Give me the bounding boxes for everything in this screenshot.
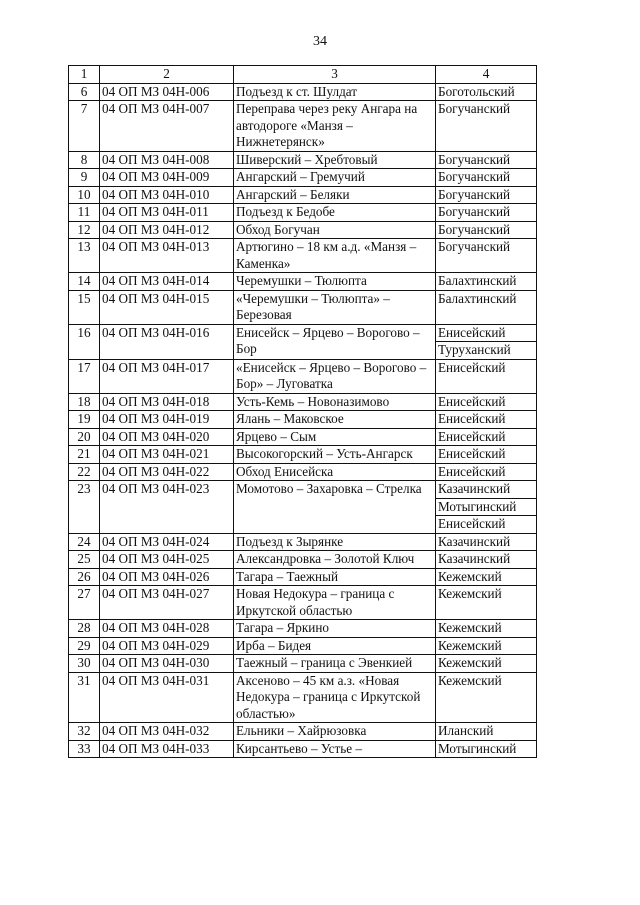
district-cell: [436, 290, 537, 324]
district-cell: [436, 186, 537, 204]
road-code: 04 ОП МЗ 04Н-017: [100, 359, 234, 393]
district-cell: [436, 481, 537, 534]
district-cell: [436, 221, 537, 239]
road-name: «Енисейск – Ярцево – Ворогово – Бор» – Луговатка: [234, 359, 436, 393]
road-code: 04 ОП МЗ 04Н-006: [100, 83, 234, 101]
table-header-row: [69, 66, 537, 84]
road-code: 04 ОП МЗ 04Н-026: [100, 568, 234, 586]
table-row: [69, 463, 537, 481]
road-code: 04 ОП МЗ 04Н-031: [100, 672, 234, 723]
roads-table-body: [69, 66, 537, 758]
district-name: Енисейский: [438, 463, 506, 479]
column-header-district: 4: [436, 66, 537, 84]
row-number: 31: [69, 672, 100, 723]
row-number: 22: [69, 463, 100, 481]
district-name: Богучанский: [438, 151, 511, 167]
district-cell: [436, 533, 537, 551]
district-cell: [436, 637, 537, 655]
road-code: 04 ОП МЗ 04Н-022: [100, 463, 234, 481]
table-row: [69, 221, 537, 239]
district-name: Туруханский: [436, 341, 536, 359]
row-number: 24: [69, 533, 100, 551]
table-row: [69, 411, 537, 429]
road-code: 04 ОП МЗ 04Н-033: [100, 740, 234, 758]
row-number: 20: [69, 428, 100, 446]
row-number: 26: [69, 568, 100, 586]
district-name: Богучанский: [438, 204, 511, 219]
table-row: [69, 672, 537, 723]
district-name: Енисейский: [438, 428, 506, 444]
road-name: Момотово – Захаровка – Стрелка: [234, 481, 436, 534]
district-name: Енисейский: [438, 359, 506, 375]
district-name: Богучанский: [438, 169, 511, 184]
road-name: Шиверский – Хребтовый: [234, 151, 436, 169]
table-row: [69, 620, 537, 638]
table-row: [69, 446, 537, 464]
district-cell: [436, 239, 537, 273]
row-number: 18: [69, 393, 100, 411]
road-name: Переправа через реку Ангара на автодороге «Манзя – Нижнетерянск»: [234, 101, 436, 152]
district-name: Енисейский: [438, 446, 506, 461]
district-cell: [436, 359, 537, 393]
road-name: Артюгино – 18 км а.д. «Манзя – Каменка»: [234, 239, 436, 273]
road-code: 04 ОП МЗ 04Н-029: [100, 637, 234, 655]
road-code: 04 ОП МЗ 04Н-010: [100, 186, 234, 204]
row-number: 25: [69, 551, 100, 569]
row-number: 7: [69, 101, 100, 152]
road-code: 04 ОП МЗ 04Н-016: [100, 324, 234, 359]
road-name: Ялань – Маковское: [234, 411, 436, 429]
district-cell: [436, 428, 537, 446]
road-name: Обход Богучан: [234, 221, 436, 239]
column-header-name: 3: [234, 66, 436, 84]
table-row: [69, 324, 537, 359]
table-row: [69, 481, 537, 534]
district-name: Балахтинский: [438, 273, 517, 288]
road-name: Таежный – граница с Эвенкией: [234, 655, 436, 673]
road-code: 04 ОП МЗ 04Н-013: [100, 239, 234, 273]
row-number: 16: [69, 324, 100, 359]
district-name: Богучанский: [438, 221, 511, 237]
page-number: 34: [313, 34, 327, 49]
road-name: Ельники – Хайрюзовка: [234, 723, 436, 741]
road-name: Аксеново – 45 км а.з. «Новая Недокура – граница с Иркутской областью»: [234, 672, 436, 723]
row-number: 14: [69, 273, 100, 291]
road-name: Подъезд к ст. Шулдат: [234, 83, 436, 101]
district-cell: [436, 740, 537, 758]
table-row: [69, 568, 537, 586]
road-code: 04 ОП МЗ 04Н-015: [100, 290, 234, 324]
district-name: Мотыгинский: [436, 498, 536, 516]
district-name: Кежемский: [438, 672, 502, 688]
table-row: [69, 273, 537, 291]
district-name: Богучанский: [438, 101, 511, 116]
row-number: 27: [69, 586, 100, 620]
table-row: [69, 101, 537, 152]
road-code: 04 ОП МЗ 04Н-019: [100, 411, 234, 429]
table-row: [69, 290, 537, 324]
road-code: 04 ОП МЗ 04Н-027: [100, 586, 234, 620]
district-name: Енисейский: [436, 515, 536, 533]
road-name: Усть-Кемь – Новоназимово: [234, 393, 436, 411]
district-cell: [436, 620, 537, 638]
table-row: [69, 637, 537, 655]
road-name: Черемушки – Тюлюпта: [234, 273, 436, 291]
row-number: 10: [69, 186, 100, 204]
district-cell: [436, 568, 537, 586]
district-cell: [436, 411, 537, 429]
district-cell: [436, 83, 537, 101]
district-name: Кежемский: [438, 620, 502, 635]
table-row: [69, 83, 537, 101]
road-name: Ярцево – Сым: [234, 428, 436, 446]
road-name: Подъезд к Зырянке: [234, 533, 436, 551]
row-number: 19: [69, 411, 100, 429]
table-row: [69, 204, 537, 222]
road-code: 04 ОП МЗ 04Н-030: [100, 655, 234, 673]
district-cell: [436, 655, 537, 673]
road-code: 04 ОП МЗ 04Н-009: [100, 169, 234, 187]
district-name: Кежемский: [438, 637, 502, 653]
road-name: Кирсантьево – Устье –: [234, 740, 436, 758]
table-row: [69, 740, 537, 758]
road-code: 04 ОП МЗ 04Н-021: [100, 446, 234, 464]
road-code: 04 ОП МЗ 04Н-028: [100, 620, 234, 638]
table-row: [69, 533, 537, 551]
table-row: [69, 428, 537, 446]
district-cell: [436, 169, 537, 187]
row-number: 13: [69, 239, 100, 273]
road-name: Обход Енисейска: [234, 463, 436, 481]
road-code: 04 ОП МЗ 04Н-023: [100, 481, 234, 534]
table-row: [69, 169, 537, 187]
table-row: [69, 186, 537, 204]
road-name: «Черемушки – Тюлюпта» – Березовая: [234, 290, 436, 324]
district-cell: [436, 324, 537, 359]
table-row: [69, 359, 537, 393]
district-cell: [436, 273, 537, 291]
road-code: 04 ОП МЗ 04Н-032: [100, 723, 234, 741]
road-name: Ангарский – Гремучий: [234, 169, 436, 187]
road-name: Ирба – Бидея: [234, 637, 436, 655]
table-row: [69, 393, 537, 411]
road-name: Новая Недокура – граница с Иркутской областью: [234, 586, 436, 620]
row-number: 8: [69, 151, 100, 169]
district-name: Мотыгинский: [438, 740, 517, 756]
road-code: 04 ОП МЗ 04Н-014: [100, 273, 234, 291]
district-name: Балахтинский: [438, 290, 517, 306]
road-name: Александровка – Золотой Ключ: [234, 551, 436, 569]
district-name: Енисейский: [438, 393, 506, 409]
table-row: [69, 151, 537, 169]
district-cell: [436, 586, 537, 620]
roads-table: [68, 65, 537, 758]
table-row: [69, 655, 537, 673]
table-row: [69, 239, 537, 273]
road-name: Подъезд к Бедобе: [234, 204, 436, 222]
table-row: [69, 551, 537, 569]
table-row: [69, 723, 537, 741]
row-number: 32: [69, 723, 100, 741]
district-cell: [436, 393, 537, 411]
district-name: Казачинский: [438, 533, 511, 549]
district-cell: [436, 204, 537, 222]
district-cell: [436, 672, 537, 723]
road-name: Высокогорский – Усть-Ангарск: [234, 446, 436, 464]
district-cell: [436, 463, 537, 481]
district-name: Енисейский: [438, 324, 506, 340]
district-name: Боготольский: [438, 83, 515, 99]
district-name: Енисейский: [438, 411, 506, 426]
row-number: 29: [69, 637, 100, 655]
district-cell: [436, 723, 537, 741]
row-number: 6: [69, 83, 100, 101]
district-name: Богучанский: [438, 239, 511, 254]
table-row: [69, 586, 537, 620]
district-cell: [436, 151, 537, 169]
row-number: 28: [69, 620, 100, 638]
road-code: 04 ОП МЗ 04Н-007: [100, 101, 234, 152]
row-number: 30: [69, 655, 100, 673]
row-number: 9: [69, 169, 100, 187]
road-code: 04 ОП МЗ 04Н-012: [100, 221, 234, 239]
column-header-number: 1: [69, 66, 100, 84]
district-name: Кежемский: [438, 586, 502, 601]
row-number: 23: [69, 481, 100, 534]
road-name: Ангарский – Беляки: [234, 186, 436, 204]
district-cell: [436, 101, 537, 152]
district-name: Кежемский: [438, 568, 502, 584]
district-name: Иланский: [438, 723, 494, 738]
district-name: Казачинский: [438, 551, 511, 566]
road-code: 04 ОП МЗ 04Н-011: [100, 204, 234, 222]
road-code: 04 ОП МЗ 04Н-025: [100, 551, 234, 569]
road-name: Тагара – Таежный: [234, 568, 436, 586]
district-cell: [436, 446, 537, 464]
district-cell: [436, 551, 537, 569]
column-header-code: 2: [100, 66, 234, 84]
row-number: 15: [69, 290, 100, 324]
district-name: Кежемский: [438, 655, 502, 670]
road-code: 04 ОП МЗ 04Н-020: [100, 428, 234, 446]
road-code: 04 ОП МЗ 04Н-024: [100, 533, 234, 551]
road-code: 04 ОП МЗ 04Н-008: [100, 151, 234, 169]
row-number: 21: [69, 446, 100, 464]
road-code: 04 ОП МЗ 04Н-018: [100, 393, 234, 411]
row-number: 12: [69, 221, 100, 239]
row-number: 17: [69, 359, 100, 393]
row-number: 11: [69, 204, 100, 222]
road-name: Енисейск – Ярцево – Ворогово – Бор: [234, 324, 436, 359]
district-name: Казачинский: [438, 481, 511, 496]
district-name: Богучанский: [438, 186, 511, 202]
road-name: Тагара – Яркино: [234, 620, 436, 638]
row-number: 33: [69, 740, 100, 758]
